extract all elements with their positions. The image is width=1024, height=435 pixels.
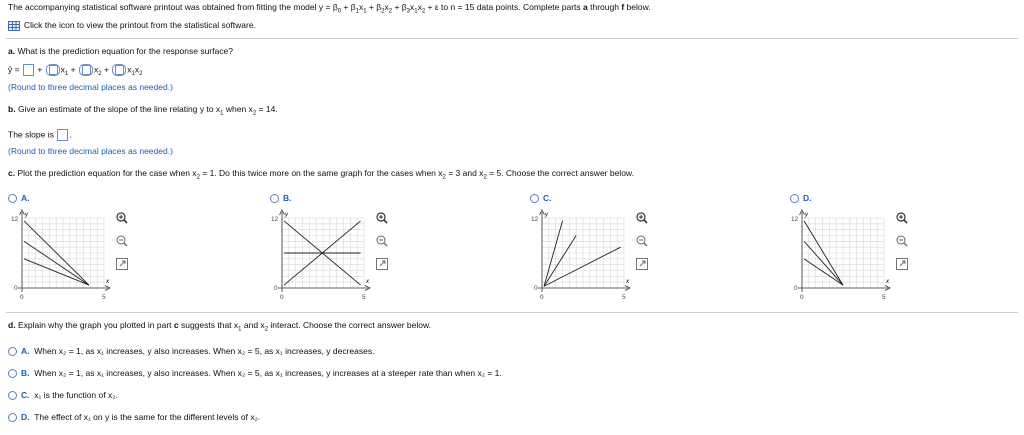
slope-row: The slope is . (8, 129, 72, 140)
y-tick-12: 12 (271, 216, 279, 223)
y-tick-12: 12 (791, 216, 799, 223)
zoom-out-icon[interactable] (117, 236, 127, 246)
part-b-hint: (Round to three decimal places as needed.) (8, 146, 173, 156)
y-tick-0: 0 (794, 285, 798, 292)
beta3-input[interactable] (112, 64, 126, 76)
zoom-in-icon[interactable] (377, 213, 387, 223)
x-axis-label: x (626, 279, 629, 285)
zoom-out-icon[interactable] (637, 236, 647, 246)
part-a-question: a. What is the prediction equation for the response surface? (8, 46, 233, 56)
expand-icon[interactable] (897, 259, 908, 270)
zoom-out-icon[interactable] (377, 236, 387, 246)
x-tick-0: 0 (280, 294, 284, 301)
expand-icon[interactable] (637, 259, 648, 270)
y-tick-12: 12 (531, 216, 539, 223)
option-c-a[interactable]: A. (8, 193, 30, 203)
expand-icon[interactable] (117, 259, 128, 270)
option-c-d[interactable]: D. (790, 193, 812, 203)
zoom-in-icon[interactable] (637, 213, 647, 223)
y-axis-label: y (805, 212, 808, 218)
option-c-b[interactable]: B. (270, 193, 292, 203)
option-d-d[interactable]: D. The effect of x₁ on y is the same for the different levels of x₂. (8, 412, 260, 422)
beta0-input[interactable] (23, 64, 34, 76)
x-axis-label: x (106, 279, 109, 285)
y-tick-12: 12 (11, 216, 19, 223)
zoom-in-icon[interactable] (117, 213, 127, 223)
x-tick-5: 5 (882, 294, 886, 301)
graph-c (528, 208, 658, 303)
y-tick-0: 0 (534, 285, 538, 292)
y-axis-label: y (545, 212, 548, 218)
option-d-a[interactable]: A. When x₂ = 1, as x₁ increases, y also increases. When x₂ = 5, as x₁ increases, y decreases. (8, 346, 374, 356)
zoom-out-icon[interactable] (897, 236, 907, 246)
x-axis-label: x (886, 279, 889, 285)
part-b-question: b. Give an estimate of the slope of the line relating y to $x_1$ when $x_2 = 14$. (8, 104, 278, 117)
prediction-equation: ŷ = + $x_1$ + $x_2$ + $x_1x_2$ (8, 64, 143, 77)
y-tick-0: 0 (274, 285, 278, 292)
beta1-input[interactable] (46, 64, 60, 76)
zoom-in-icon[interactable] (897, 213, 907, 223)
y-axis-label: y (25, 212, 28, 218)
option-d-c[interactable]: C. x₁ is the function of x₂. (8, 390, 118, 400)
part-a-hint: (Round to three decimal places as needed.) (8, 82, 173, 92)
x-tick-0: 0 (540, 294, 544, 301)
printout-link[interactable]: Click the icon to view the printout from the statistical software. (8, 20, 256, 31)
graph-b (268, 208, 398, 303)
beta2-input[interactable] (79, 64, 93, 76)
x-tick-5: 5 (102, 294, 106, 301)
part-d-question: d. Explain why the graph you plotted in part c suggests that $x_1$ and $x_2$ interact. Choose the correct answer below. (8, 320, 431, 333)
x-tick-5: 5 (362, 294, 366, 301)
graph-d (788, 208, 918, 303)
y-axis-label: y (285, 212, 288, 218)
x-axis-label: x (366, 279, 369, 285)
option-c-c[interactable]: C. (530, 193, 552, 203)
slope-input[interactable] (57, 129, 68, 141)
graph-a (8, 208, 138, 303)
part-c-question: c. Plot the prediction equation for the case when $x_2 = 1$. Do this twice more on the same graph for the cases when $x_2 = 3$ and $x_2 = 5$. Choose the correct answer below. (8, 168, 634, 181)
x-tick-5: 5 (622, 294, 626, 301)
y-tick-0: 0 (14, 285, 18, 292)
x-tick-0: 0 (20, 294, 24, 301)
option-d-b[interactable]: B. When x₂ = 1, as x₁ increases, y also increases. When x₂ = 5, as x₁ increases, y increases at a steeper rate than when x₂ = 1. (8, 368, 502, 378)
intro-text: The accompanying statistical software printout was obtained from fitting the model $y = \beta_0 + \beta_1x_1 + \beta_2x_2 + \beta_3x_1x_2 + \varepsilon$ to n = 15 data points. Complete parts a through f below. (8, 2, 651, 15)
x-tick-0: 0 (800, 294, 804, 301)
expand-icon[interactable] (377, 259, 388, 270)
table-icon[interactable] (8, 21, 20, 31)
